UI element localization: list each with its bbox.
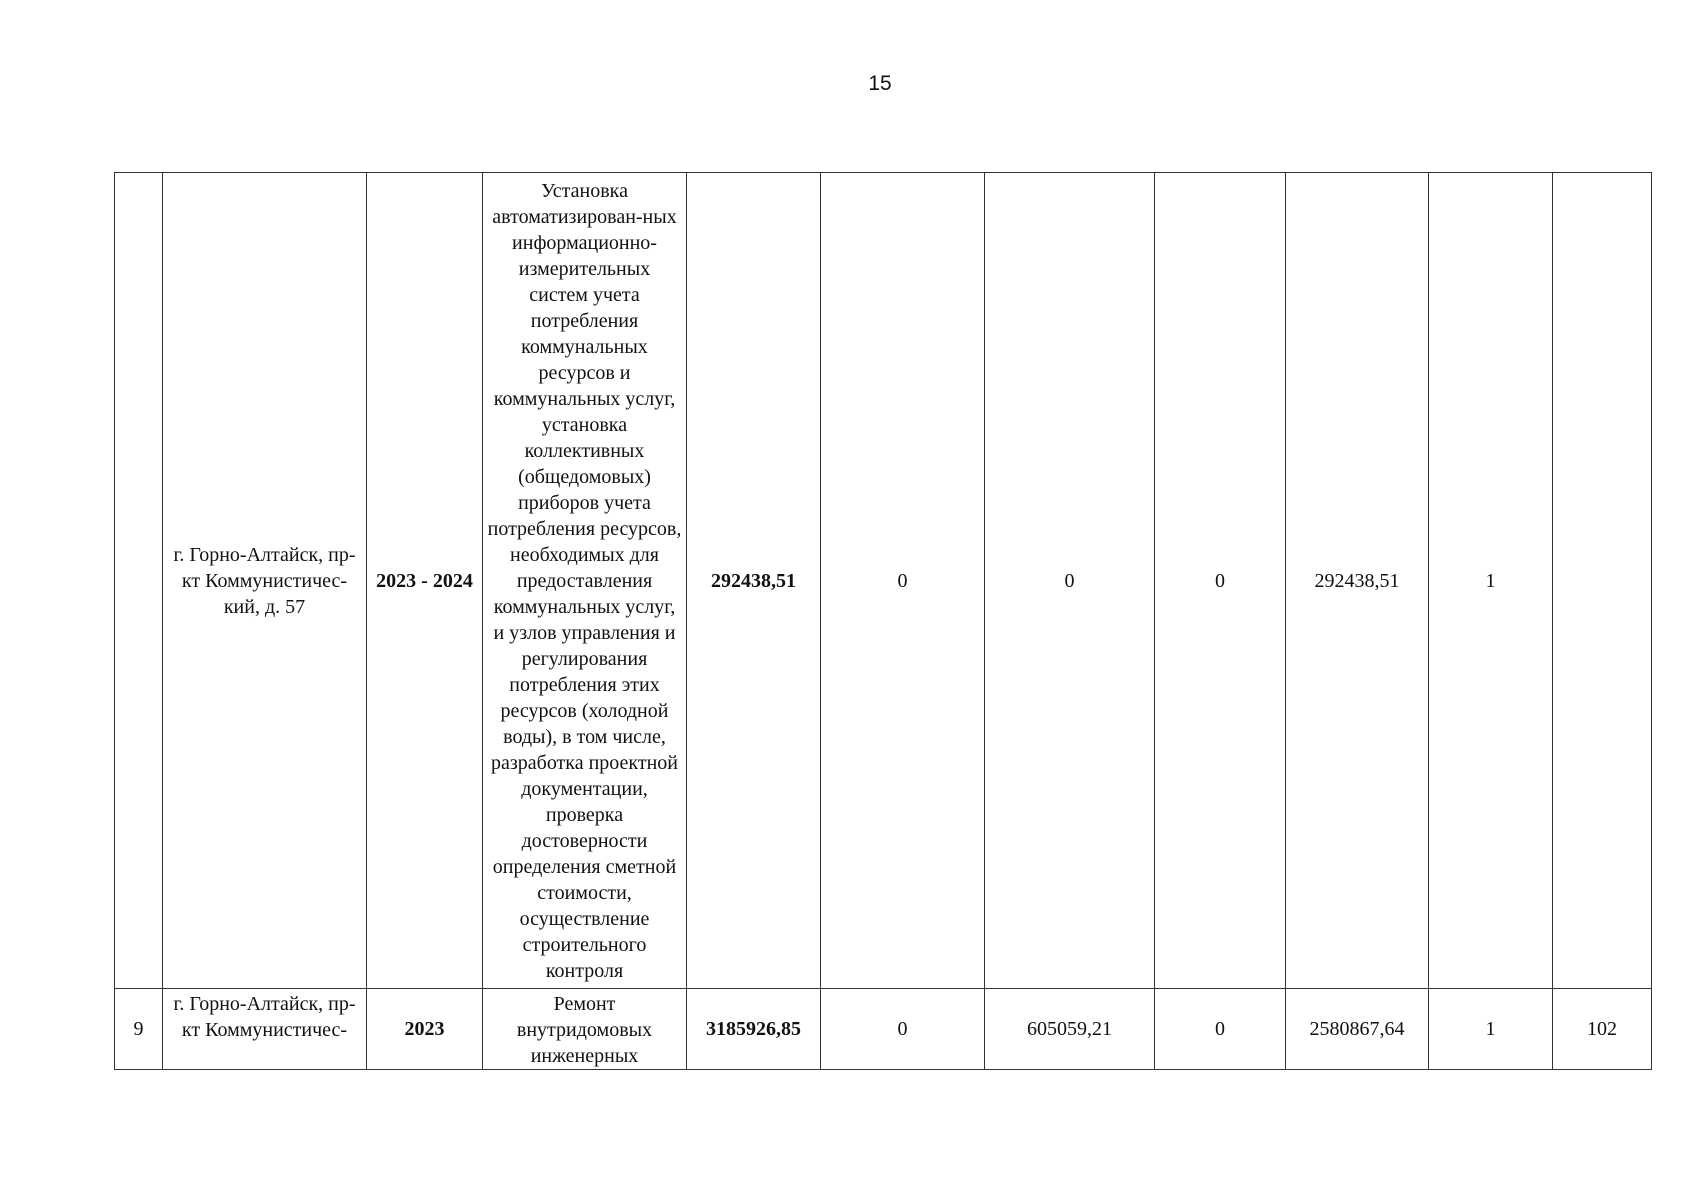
address-cell: г. Горно-Алтайск, пр-кт Коммунистичес-кий, д. 57 [163, 173, 367, 989]
work-type-cell: Ремонт внутридомовых инженерных [483, 989, 687, 1070]
table-row [115, 173, 1652, 989]
amount-cell-6: 605059,21 [985, 989, 1155, 1070]
count-cell: 1 [1429, 989, 1553, 1070]
amount-cell-8: 2580867,64 [1286, 989, 1429, 1070]
work-type-cell: Установка автоматизирован-ных информационно-измерительных систем учета потребления коммунальных ресурсов и коммунальных услуг, установка коллективных (общедомовых) приборов учета потребления ресурсов, необходимых для предоставления коммунальных услуг, и узлов управления и регулирования потребления этих ресурсов (холодной воды), в том числе, разработка проектной документации, проверка достоверности определения сметной стоимости, осуществление строительного контроля [483, 173, 687, 989]
amount-cell-6: 0 [985, 173, 1155, 989]
amount-cell-7: 0 [1155, 173, 1286, 989]
page-number: 15 [868, 72, 892, 95]
amount-cell-5: 0 [821, 173, 985, 989]
amount-cell-5: 0 [821, 989, 985, 1070]
period-cell: 2023 [367, 989, 483, 1070]
count-cell: 1 [1429, 173, 1553, 989]
total-cost-cell: 292438,51 [687, 173, 821, 989]
address-cell: г. Горно-Алтайск, пр-кт Коммунистичес- [163, 989, 367, 1070]
table-row [115, 989, 1652, 1070]
works-table [114, 172, 1652, 1070]
amount-cell-7: 0 [1155, 989, 1286, 1070]
row-number-cell: 9 [115, 989, 163, 1070]
extra-cell [1553, 173, 1652, 989]
row-number-cell [115, 173, 163, 989]
extra-cell: 102 [1553, 989, 1652, 1070]
total-cost-cell: 3185926,85 [687, 989, 821, 1070]
period-cell: 2023 - 2024 [367, 173, 483, 989]
amount-cell-8: 292438,51 [1286, 173, 1429, 989]
